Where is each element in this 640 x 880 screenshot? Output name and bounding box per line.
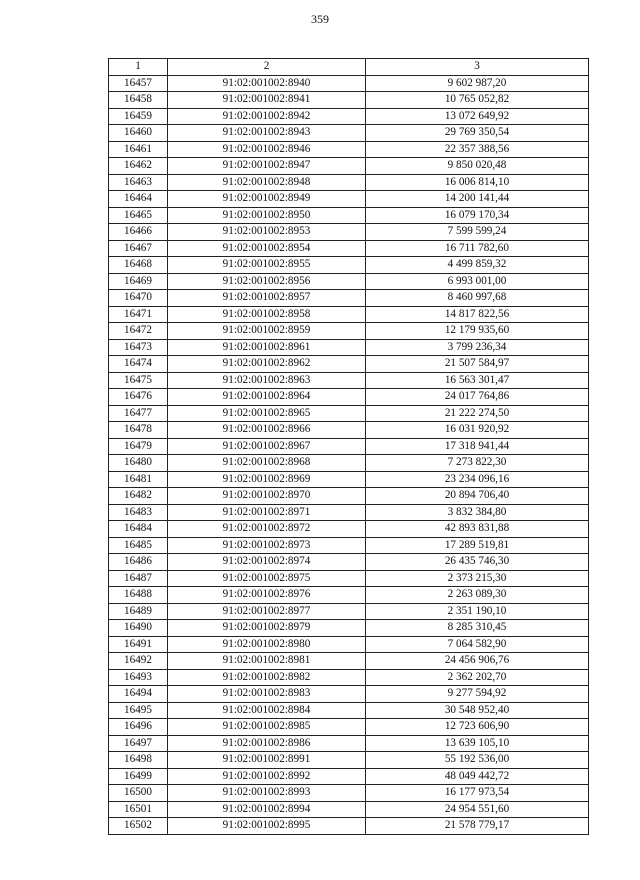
value-cell: 6 993 001,00 (366, 273, 589, 290)
cadastral-number-cell: 91:02:001002:8985 (168, 719, 366, 736)
cadastral-number-cell: 91:02:001002:8958 (168, 306, 366, 323)
cadastral-number-cell: 91:02:001002:8955 (168, 257, 366, 274)
value-cell: 12 179 935,60 (366, 323, 589, 340)
page-number: 359 (311, 12, 329, 26)
table-row (109, 356, 589, 373)
table-row (109, 768, 589, 785)
row-number-cell: 16466 (109, 224, 168, 241)
cadastral-number-cell: 91:02:001002:8976 (168, 587, 366, 604)
table-row (109, 108, 589, 125)
row-number-cell: 16477 (109, 405, 168, 422)
row-number-cell: 16493 (109, 669, 168, 686)
row-number-cell: 16478 (109, 422, 168, 439)
value-cell: 14 200 141,44 (366, 191, 589, 208)
cadastral-number-cell: 91:02:001002:8984 (168, 702, 366, 719)
cadastral-number-cell: 91:02:001002:8949 (168, 191, 366, 208)
table-row (109, 240, 589, 257)
cadastral-number-cell: 91:02:001002:8964 (168, 389, 366, 406)
row-number-cell: 16474 (109, 356, 168, 373)
value-cell: 8 460 997,68 (366, 290, 589, 307)
table-row (109, 554, 589, 571)
cadastral-number-cell: 91:02:001002:8980 (168, 636, 366, 653)
row-number-cell: 16501 (109, 801, 168, 818)
cadastral-number-cell: 91:02:001002:8969 (168, 471, 366, 488)
row-number-cell: 16500 (109, 785, 168, 802)
row-number-cell: 16483 (109, 504, 168, 521)
row-number-cell: 16491 (109, 636, 168, 653)
cadastral-number-cell: 91:02:001002:8965 (168, 405, 366, 422)
cadastral-number-cell: 91:02:001002:8986 (168, 735, 366, 752)
cadastral-number-cell: 91:02:001002:8956 (168, 273, 366, 290)
row-number-cell: 16479 (109, 438, 168, 455)
table-row (109, 587, 589, 604)
column-header-1: 1 (109, 59, 168, 76)
table-row (109, 158, 589, 175)
table-row (109, 488, 589, 505)
table-row (109, 339, 589, 356)
cadastral-number-cell: 91:02:001002:8982 (168, 669, 366, 686)
row-number-cell: 16461 (109, 141, 168, 158)
cadastral-number-cell: 91:02:001002:8946 (168, 141, 366, 158)
value-cell: 7 064 582,90 (366, 636, 589, 653)
value-cell: 9 277 594,92 (366, 686, 589, 703)
table-row (109, 306, 589, 323)
value-cell: 16 006 814,10 (366, 174, 589, 191)
table-row (109, 669, 589, 686)
table-row (109, 785, 589, 802)
table-row (109, 438, 589, 455)
cadastral-number-cell: 91:02:001002:8941 (168, 92, 366, 109)
cadastral-number-cell: 91:02:001002:8940 (168, 75, 366, 92)
row-number-cell: 16492 (109, 653, 168, 670)
table-row (109, 818, 589, 835)
row-number-cell: 16475 (109, 372, 168, 389)
cadastral-number-cell: 91:02:001002:8947 (168, 158, 366, 175)
value-cell: 16 563 301,47 (366, 372, 589, 389)
table-row (109, 735, 589, 752)
cadastral-number-cell: 91:02:001002:8962 (168, 356, 366, 373)
table-row (109, 125, 589, 142)
value-cell: 29 769 350,54 (366, 125, 589, 142)
value-cell: 10 765 052,82 (366, 92, 589, 109)
value-cell: 16 711 782,60 (366, 240, 589, 257)
row-number-cell: 16490 (109, 620, 168, 637)
value-cell: 16 031 920,92 (366, 422, 589, 439)
value-cell: 17 318 941,44 (366, 438, 589, 455)
table-row (109, 75, 589, 92)
table-row (109, 653, 589, 670)
table-row (109, 686, 589, 703)
row-number-cell: 16472 (109, 323, 168, 340)
table-row (109, 801, 589, 818)
row-number-cell: 16480 (109, 455, 168, 472)
table-row (109, 323, 589, 340)
row-number-cell: 16465 (109, 207, 168, 224)
cadastral-number-cell: 91:02:001002:8973 (168, 537, 366, 554)
row-number-cell: 16468 (109, 257, 168, 274)
cadastral-number-cell: 91:02:001002:8961 (168, 339, 366, 356)
cadastral-number-cell: 91:02:001002:8981 (168, 653, 366, 670)
row-number-cell: 16487 (109, 570, 168, 587)
cadastral-number-cell: 91:02:001002:8959 (168, 323, 366, 340)
value-cell: 55 192 536,00 (366, 752, 589, 769)
cadastral-number-cell: 91:02:001002:8953 (168, 224, 366, 241)
value-cell: 17 289 519,81 (366, 537, 589, 554)
cadastral-number-cell: 91:02:001002:8975 (168, 570, 366, 587)
cadastral-number-cell: 91:02:001002:8943 (168, 125, 366, 142)
value-cell: 9 850 020,48 (366, 158, 589, 175)
table-row (109, 174, 589, 191)
table-row (109, 719, 589, 736)
table-row (109, 521, 589, 538)
value-cell: 13 072 649,92 (366, 108, 589, 125)
cadastral-number-cell: 91:02:001002:8972 (168, 521, 366, 538)
data-table (108, 58, 589, 835)
table-row (109, 422, 589, 439)
column-header-3: 3 (366, 59, 589, 76)
table-body (109, 75, 589, 834)
cadastral-number-cell: 91:02:001002:8968 (168, 455, 366, 472)
row-number-cell: 16489 (109, 603, 168, 620)
row-number-cell: 16457 (109, 75, 168, 92)
cadastral-number-cell: 91:02:001002:8942 (168, 108, 366, 125)
value-cell: 2 263 089,30 (366, 587, 589, 604)
value-cell: 24 954 551,60 (366, 801, 589, 818)
cadastral-number-cell: 91:02:001002:8979 (168, 620, 366, 637)
table-row (109, 504, 589, 521)
value-cell: 2 373 215,30 (366, 570, 589, 587)
cadastral-number-cell: 91:02:001002:8983 (168, 686, 366, 703)
table-row (109, 636, 589, 653)
value-cell: 30 548 952,40 (366, 702, 589, 719)
cadastral-number-cell: 91:02:001002:8974 (168, 554, 366, 571)
value-cell: 22 357 388,56 (366, 141, 589, 158)
value-cell: 3 799 236,34 (366, 339, 589, 356)
value-cell: 16 079 170,34 (366, 207, 589, 224)
row-number-cell: 16498 (109, 752, 168, 769)
row-number-cell: 16470 (109, 290, 168, 307)
table-row (109, 471, 589, 488)
table-row (109, 702, 589, 719)
table-row (109, 620, 589, 637)
table-row (109, 224, 589, 241)
row-number-cell: 16499 (109, 768, 168, 785)
row-number-cell: 16476 (109, 389, 168, 406)
value-cell: 8 285 310,45 (366, 620, 589, 637)
table-row (109, 290, 589, 307)
row-number-cell: 16463 (109, 174, 168, 191)
table-row (109, 273, 589, 290)
value-cell: 12 723 606,90 (366, 719, 589, 736)
cadastral-number-cell: 91:02:001002:8995 (168, 818, 366, 835)
cadastral-number-cell: 91:02:001002:8994 (168, 801, 366, 818)
cadastral-number-cell: 91:02:001002:8970 (168, 488, 366, 505)
table-row (109, 455, 589, 472)
row-number-cell: 16471 (109, 306, 168, 323)
row-number-cell: 16467 (109, 240, 168, 257)
table-row (109, 207, 589, 224)
row-number-cell: 16488 (109, 587, 168, 604)
table-row (109, 92, 589, 109)
table-row (109, 537, 589, 554)
value-cell: 42 893 831,88 (366, 521, 589, 538)
value-cell: 21 507 584,97 (366, 356, 589, 373)
value-cell: 26 435 746,30 (366, 554, 589, 571)
table-row (109, 570, 589, 587)
value-cell: 7 273 822,30 (366, 455, 589, 472)
table-header (109, 59, 589, 76)
row-number-cell: 16460 (109, 125, 168, 142)
row-number-cell: 16462 (109, 158, 168, 175)
value-cell: 9 602 987,20 (366, 75, 589, 92)
cadastral-number-cell: 91:02:001002:8957 (168, 290, 366, 307)
value-cell: 48 049 442,72 (366, 768, 589, 785)
cadastral-number-cell: 91:02:001002:8966 (168, 422, 366, 439)
value-cell: 14 817 822,56 (366, 306, 589, 323)
cadastral-number-cell: 91:02:001002:8992 (168, 768, 366, 785)
table-row (109, 603, 589, 620)
value-cell: 2 351 190,10 (366, 603, 589, 620)
table-row (109, 752, 589, 769)
row-number-cell: 16459 (109, 108, 168, 125)
row-number-cell: 16482 (109, 488, 168, 505)
cadastral-number-cell: 91:02:001002:8948 (168, 174, 366, 191)
cadastral-number-cell: 91:02:001002:8991 (168, 752, 366, 769)
table-row (109, 191, 589, 208)
cadastral-number-cell: 91:02:001002:8954 (168, 240, 366, 257)
cadastral-number-cell: 91:02:001002:8963 (168, 372, 366, 389)
row-number-cell: 16495 (109, 702, 168, 719)
value-cell: 24 017 764,86 (366, 389, 589, 406)
row-number-cell: 16458 (109, 92, 168, 109)
cadastral-number-cell: 91:02:001002:8977 (168, 603, 366, 620)
table-row (109, 405, 589, 422)
row-number-cell: 16496 (109, 719, 168, 736)
header-row (109, 59, 589, 76)
value-cell: 2 362 202,70 (366, 669, 589, 686)
row-number-cell: 16484 (109, 521, 168, 538)
row-number-cell: 16485 (109, 537, 168, 554)
table-row (109, 257, 589, 274)
column-header-2: 2 (168, 59, 366, 76)
value-cell: 16 177 973,54 (366, 785, 589, 802)
value-cell: 13 639 105,10 (366, 735, 589, 752)
cadastral-number-cell: 91:02:001002:8971 (168, 504, 366, 521)
value-cell: 3 832 384,80 (366, 504, 589, 521)
row-number-cell: 16494 (109, 686, 168, 703)
cadastral-number-cell: 91:02:001002:8993 (168, 785, 366, 802)
row-number-cell: 16464 (109, 191, 168, 208)
row-number-cell: 16481 (109, 471, 168, 488)
value-cell: 20 894 706,40 (366, 488, 589, 505)
value-cell: 21 578 779,17 (366, 818, 589, 835)
row-number-cell: 16473 (109, 339, 168, 356)
value-cell: 24 456 906,76 (366, 653, 589, 670)
cadastral-number-cell: 91:02:001002:8950 (168, 207, 366, 224)
value-cell: 21 222 274,50 (366, 405, 589, 422)
table-row (109, 141, 589, 158)
value-cell: 7 599 599,24 (366, 224, 589, 241)
row-number-cell: 16497 (109, 735, 168, 752)
table-row (109, 372, 589, 389)
row-number-cell: 16469 (109, 273, 168, 290)
table-row (109, 389, 589, 406)
value-cell: 4 499 859,32 (366, 257, 589, 274)
row-number-cell: 16502 (109, 818, 168, 835)
value-cell: 23 234 096,16 (366, 471, 589, 488)
row-number-cell: 16486 (109, 554, 168, 571)
cadastral-number-cell: 91:02:001002:8967 (168, 438, 366, 455)
